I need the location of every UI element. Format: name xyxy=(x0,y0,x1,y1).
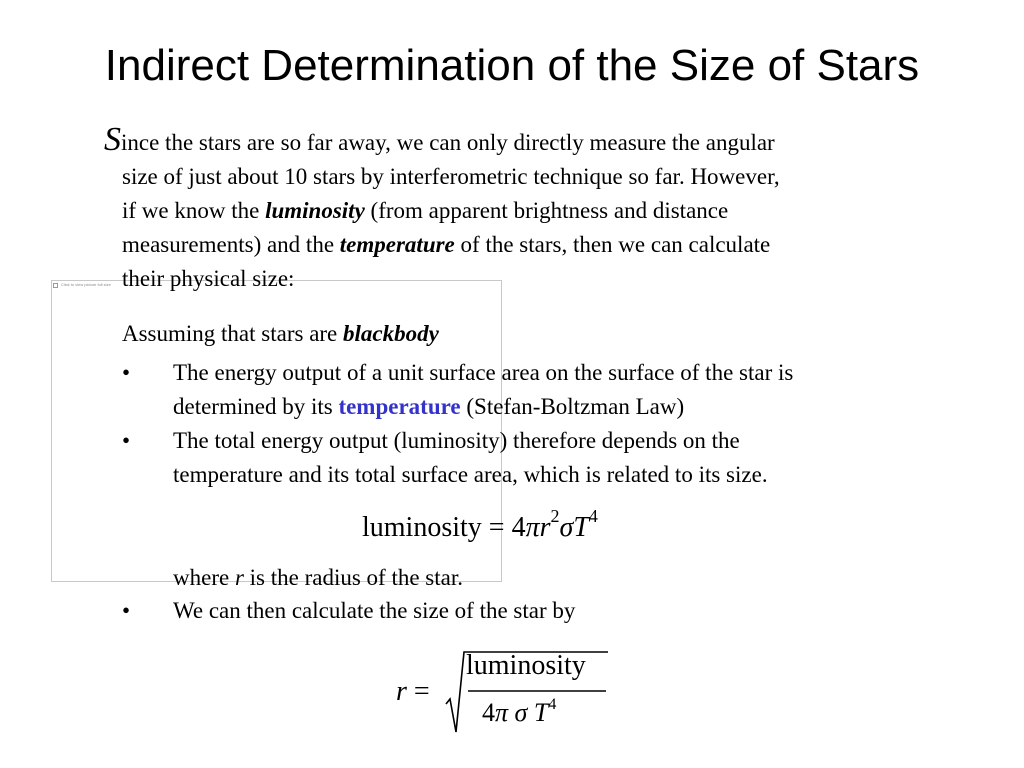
equation-sigma: σ xyxy=(559,512,574,543)
bullet-marker: • xyxy=(122,360,131,385)
radius-var: r xyxy=(396,676,407,707)
bullet-line-before: determined by its xyxy=(173,394,339,419)
bullet-item-total-energy xyxy=(122,424,952,492)
luminosity-term: luminosity xyxy=(265,198,365,223)
radius-equals: = xyxy=(406,676,430,707)
bullet-line: We can then calculate the size of the star by xyxy=(173,598,576,623)
assumption-line xyxy=(122,317,439,351)
bullet-line-after: (Stefan-Boltzman Law) xyxy=(460,394,685,419)
denominator-T-exponent: 4 xyxy=(548,696,557,713)
image-placeholder-label: Click to view picture full size xyxy=(61,282,111,287)
blackbody-term: blackbody xyxy=(343,321,439,346)
equation-coefficient: 4 xyxy=(511,512,526,543)
radius-equation-lhs xyxy=(396,674,430,710)
bullet-marker: • xyxy=(122,598,131,623)
denominator-pi: π xyxy=(495,698,509,727)
luminosity-equation xyxy=(362,508,598,548)
intro-line-1 xyxy=(104,121,952,160)
intro-line-4-before: measurements) and the xyxy=(122,232,340,257)
fraction-denominator xyxy=(482,696,556,730)
equation-lhs: luminosity xyxy=(362,512,482,543)
bullet-text xyxy=(173,424,952,492)
bullet-line: The total energy output (luminosity) therefore depends on the xyxy=(173,428,740,453)
intro-line-4-after: of the stars, then we can calculate xyxy=(454,232,771,257)
temperature-link[interactable]: temperature xyxy=(338,394,461,419)
bullet-line: The energy output of a unit surface area on the surface of the star is xyxy=(173,360,794,385)
temperature-term: temperature xyxy=(339,232,455,257)
equation-equals: = xyxy=(481,512,512,543)
intro-line-3-after: (from apparent brightness and distance xyxy=(364,198,729,223)
intro-line-5: their physical size: xyxy=(122,266,295,291)
intro-line-3-before: if we know the xyxy=(122,198,266,223)
equation-r-exponent: 2 xyxy=(550,506,560,526)
assumption-text: Assuming that stars are xyxy=(122,321,344,346)
intro-line-3 xyxy=(122,194,952,228)
equation-T-exponent: 4 xyxy=(588,506,598,526)
slide-title: Indirect Determination of the Size of Stars xyxy=(104,41,920,90)
radius-equation xyxy=(396,646,616,736)
bullet-line: temperature and its total surface area, which is related to its size. xyxy=(173,462,768,487)
bullet-item-calculate-size xyxy=(122,594,952,628)
where-before: where xyxy=(173,565,235,590)
bullet-marker: • xyxy=(122,428,131,453)
denominator-coefficient: 4 xyxy=(482,698,495,727)
intro-line-2: size of just about 10 stars by interferometric technique so far. However, xyxy=(122,164,780,189)
intro-paragraph xyxy=(104,121,952,296)
bullet-line xyxy=(173,390,952,424)
where-note xyxy=(173,561,463,595)
equation-pi: π xyxy=(525,512,540,543)
broken-image-icon xyxy=(53,283,58,288)
denominator-T: T xyxy=(533,698,549,727)
drop-cap: S xyxy=(104,121,121,158)
bullet-text xyxy=(173,356,952,424)
bullet-item-energy-output xyxy=(122,356,952,424)
where-var: r xyxy=(234,565,244,590)
denominator-sigma: σ xyxy=(514,698,528,727)
where-after: is the radius of the star. xyxy=(243,565,463,590)
fraction-numerator: luminosity xyxy=(466,650,586,681)
bullet-text xyxy=(173,594,952,628)
intro-line-4 xyxy=(122,228,952,262)
intro-line-1-text: ince the stars are so far away, we can only directly measure the angular xyxy=(121,130,775,155)
equation-T: T xyxy=(573,512,589,543)
equation-r: r xyxy=(539,512,551,543)
